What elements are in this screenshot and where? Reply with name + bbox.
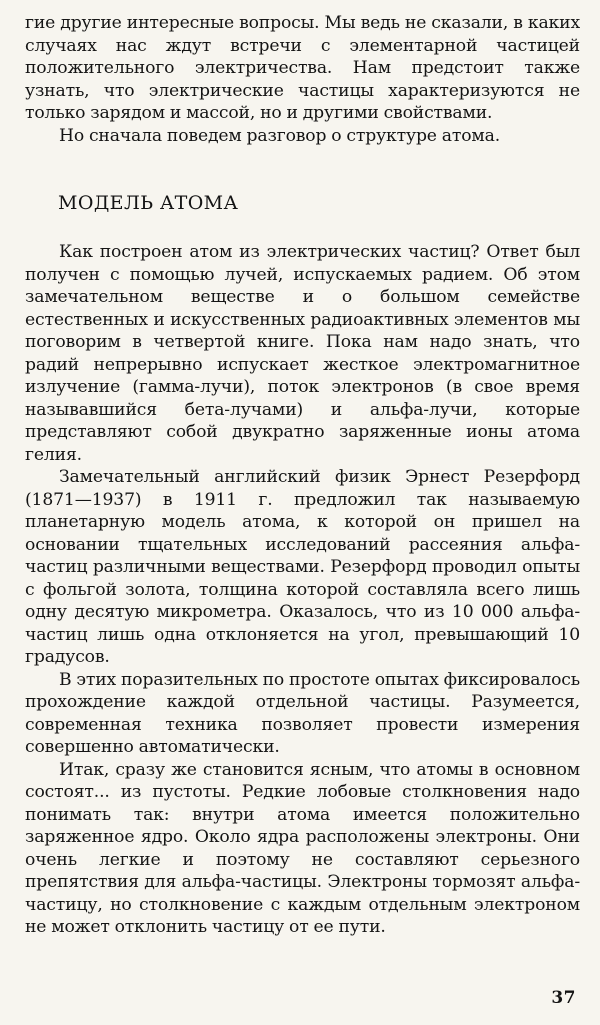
- book-page-text: [25, 12, 580, 939]
- section-heading: МОДЕЛЬ АТОМА: [58, 192, 239, 214]
- paragraph-rutherford: Замечательный английский физик Эрнест Резерфорд (1871—1937) в 1911 г. предложил так называемую планетарную модель атома, к которой он пришел на основании тщательных исследований рассеяния альфа-частиц различными веществами. Резерфорд проводил опыты с фольгой золота, толщина которой составляла всего лишь одну десятую микрометра. Оказалось, что из 10 000 альфа-частиц лишь одна отклоняется на угол, превышающий 10 градусов.: [25, 467, 580, 667]
- page-number: 37: [551, 988, 576, 1008]
- paragraph-transition: Но сначала поведем разговор о структуре атома.: [59, 125, 501, 146]
- paragraph-continued: гие другие интересные вопросы. Мы ведь не сказали, в каких случаях нас ждут встречи с элементарной частицей положительного электричества. Нам предстоит также узнать, что электрические частицы характеризуются не только зарядом и массой, но и другими свойствами.: [25, 13, 580, 123]
- paragraph-atom-question: Как построен атом из электрических частиц? Ответ был получен с помощью лучей, испускаемых радием. Об этом замечательном веществе и о большом семействе естественных и искусственных радиоактивных элементов мы поговорим в четвертой книге. Пока нам надо знать, что радий непрерывно испускает жесткое электромагнитное излучение (гамма-лучи), поток электронов (в свое время называвшийся бета-лучами) и альфа-лучи, которые представляют собой двукратно заряженные ионы атома гелия.: [25, 242, 580, 465]
- paragraph-experiments: В этих поразительных по простоте опытах фиксировалось прохождение каждой отдельной частицы. Разумеется, современная техника позволяет провести измерения совершенно автоматически.: [25, 669, 580, 757]
- paragraph-conclusion: Итак, сразу же становится ясным, что атомы в основном состоят... из пустоты. Редкие лобовые столкновения надо понимать так: внутри атома имеется положительно заряженное ядро. Около ядра расположены электроны. Они очень легкие и поэтому не составляют серьезного препятствия для альфа-частицы. Электроны тормозят альфа-частицу, но столкновение с каждым отдельным электроном не может отклонить частицу от ее пути.: [25, 759, 580, 937]
